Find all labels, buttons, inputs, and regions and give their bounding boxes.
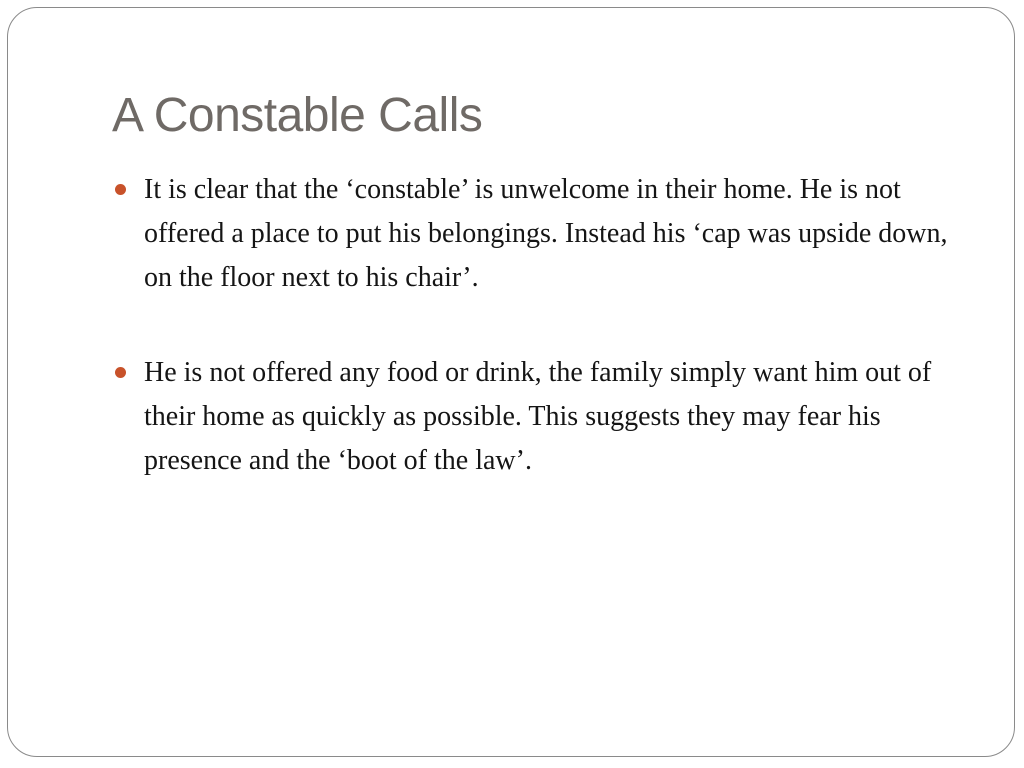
bullet-text: He is not offered any food or drink, the family simply want him out of their home as quickly as possible. This suggests they may fear his presence and the ‘boot of the law’. <box>144 357 932 476</box>
bullet-list <box>114 168 974 534</box>
bullet-text: It is clear that the ‘constable’ is unwelcome in their home. He is not offered a place to put his belongings. Instead his ‘cap was upside down, on the floor next to his chair’. <box>144 174 948 293</box>
bullet-dot-icon <box>115 367 126 378</box>
bullet-item <box>114 168 959 300</box>
bullet-dot-icon <box>115 184 126 195</box>
slide-title: A Constable Calls <box>112 89 483 142</box>
bullet-item <box>114 351 959 483</box>
